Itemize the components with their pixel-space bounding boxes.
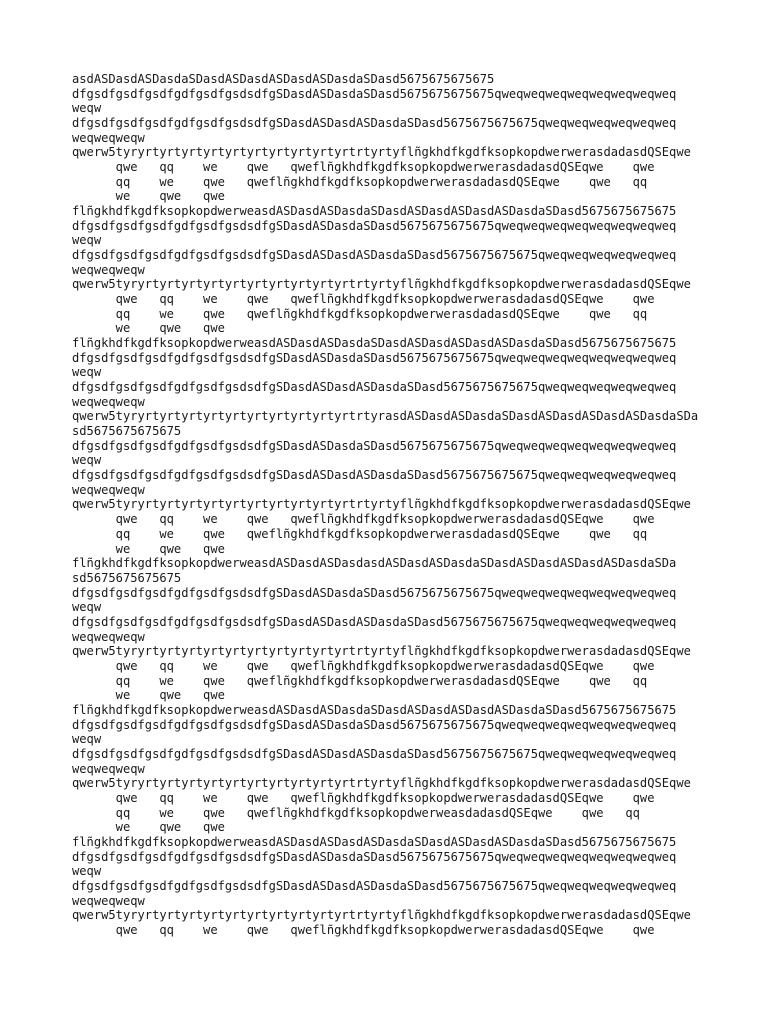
text-line: weqw	[72, 453, 102, 468]
text-line: asdASDasdASDasdaSDasdASDasdASDasdASDasdaSDasd5675675675675	[72, 72, 495, 86]
text-line: flñgkhdfkgdfksopkopdwerweasdASDasdASDasdaSDasdASDasdASDasdASDasdaSDasd5675675675675	[72, 336, 677, 351]
text-line: qq we qwe qweflñgkhdfkgdfksopkopdwerwerasdadasdQSEqwe qwe qq	[72, 174, 648, 189]
text-line: weqweqweqw	[72, 394, 145, 409]
text-line: weqw	[72, 101, 102, 116]
text-line: qwerw5tyryrtyrtyrtyrtyrtyrtyrtyrtyrtyrtrtyrtyflñgkhdfkgdfksopkopdwerwerasdadasdQSEqwe	[72, 908, 691, 923]
text-line: dfgsdfgsdfgsdfgdfgsdfgsdsdfgSDasdASDasdASDasdaSDasd5675675675675qweqweqweqweqweqweq	[72, 248, 677, 263]
text-line: flñgkhdfkgdfksopkopdwerweasdASDasdASDasdasdASDasdASDasdaSDasdASDasdASDasdASDasdaSDa	[72, 556, 677, 571]
text-line: qwerw5tyryrtyrtyrtyrtyrtyrtyrtyrtyrtyrtrtyrtyflñgkhdfkgdfksopkopdwerwerasdadasdQSEqwe	[72, 776, 691, 791]
text-line: qwerw5tyryrtyrtyrtyrtyrtyrtyrtyrtyrtyrtrtyrasdASDasdASDasdaSDasdASDasdASDasdASDasdaSDa	[72, 409, 699, 424]
text-line: weqweqweqw	[72, 893, 145, 908]
text-line: dfgsdfgsdfgsdfgdfgsdfgsdsdfgSDasdASDasdASDasdaSDasd5675675675675qweqweqweqweqweqweq	[72, 116, 677, 131]
text-line: dfgsdfgsdfgsdfgdfgsdfgsdsdfgSDasdASDasdaSDasd5675675675675qweqweqweqweqweqweqweqweq	[72, 717, 677, 732]
text-line: we qwe qwe	[72, 541, 225, 556]
text-line: flñgkhdfkgdfksopkopdwerweasdASDasdASDasdaSDasdASDasdASDasdASDasdaSDasd5675675675675	[72, 702, 677, 717]
text-line: qq we qwe qweflñgkhdfkgdfksopkopdwerwerasdadasdQSEqwe qwe qq	[72, 673, 648, 688]
text-line: weqweqweqw	[72, 761, 145, 776]
text-line: qwe qq we qwe qweflñgkhdfkgdfksopkopdwerwerasdadasdQSEqwe qwe	[72, 658, 655, 673]
text-line: sd5675675675675	[72, 570, 182, 585]
text-line: dfgsdfgsdfgsdfgdfgsdfgsdsdfgSDasdASDasdASDasdaSDasd5675675675675qweqweqweqweqweqweq	[72, 746, 677, 761]
text-line: sd5675675675675	[72, 424, 182, 439]
text-line: dfgsdfgsdfgsdfgdfgsdfgsdsdfgSDasdASDasdASDasdaSDasd5675675675675qweqweqweqweqweqweq	[72, 380, 677, 395]
text-line: qwerw5tyryrtyrtyrtyrtyrtyrtyrtyrtyrtyrtrtyrtyflñgkhdfkgdfksopkopdwerwerasdadasdQSEqwe	[72, 145, 691, 160]
text-line: weqweqweqw	[72, 262, 145, 277]
text-line: weqweqweqw	[72, 130, 145, 145]
text-line: qwerw5tyryrtyrtyrtyrtyrtyrtyrtyrtyrtyrtrtyrtyflñgkhdfkgdfksopkopdwerwerasdadasdQSEqwe	[72, 644, 691, 659]
text-line: dfgsdfgsdfgsdfgdfgsdfgsdsdfgSDasdASDasdaSDasd5675675675675qweqweqweqweqweqweqweqweq	[72, 585, 677, 600]
text-line: dfgsdfgsdfgsdfgdfgsdfgsdsdfgSDasdASDasdaSDasd5675675675675qweqweqweqweqweqweqweqweq	[72, 438, 677, 453]
text-line: weqweqweqw	[72, 629, 145, 644]
text-line: flñgkhdfkgdfksopkopdwerweasdASDasdASDasdASDasdaSDasdASDasdASDasdaSDasd5675675675675	[72, 834, 677, 849]
text-line: qwe qq we qwe qweflñgkhdfkgdfksopkopdwerwerasdadasdQSEqwe qwe	[72, 160, 655, 175]
text-line: we qwe qwe	[72, 820, 225, 835]
text-line: qwe qq we qwe qweflñgkhdfkgdfksopkopdwerwerasdadasdQSEqwe qwe	[72, 512, 655, 527]
text-line: weqw	[72, 233, 102, 248]
text-line: dfgsdfgsdfgsdfgdfgsdfgsdsdfgSDasdASDasdASDasdaSDasd5675675675675qweqweqweqweqweqweq	[72, 468, 677, 483]
text-line: dfgsdfgsdfgsdfgdfgsdfgsdsdfgSDasdASDasdaSDasd5675675675675qweqweqweqweqweqweqweqweq	[72, 218, 677, 233]
text-line: flñgkhdfkgdfksopkopdwerweasdASDasdASDasdaSDasdASDasdASDasdASDasdaSDasd5675675675675	[72, 204, 677, 219]
text-line: weqw	[72, 732, 102, 747]
text-line: dfgsdfgsdfgsdfgdfgsdfgsdsdfgSDasdASDasdaSDasd5675675675675qweqweqweqweqweqweqweqweq	[72, 350, 677, 365]
text-line: qwe qq we qwe qweflñgkhdfkgdfksopkopdwerwerasdadasdQSEqwe qwe	[72, 292, 655, 307]
text-line: dfgsdfgsdfgsdfgdfgsdfgsdsdfgSDasdASDasdASDasdaSDasd5675675675675qweqweqweqweqweqweq	[72, 614, 677, 629]
text-line: weqw	[72, 365, 102, 380]
text-line: dfgsdfgsdfgsdfgdfgsdfgsdsdfgSDasdASDasdaSDasd5675675675675qweqweqweqweqweqweqweqweq	[72, 849, 677, 864]
text-line: we qwe qwe	[72, 688, 225, 703]
text-line: qq we qwe qweflñgkhdfkgdfksopkopdwerweasdadasdQSEqwe qwe qq	[72, 805, 640, 820]
text-line: we qwe qwe	[72, 321, 225, 336]
text-line: qwerw5tyryrtyrtyrtyrtyrtyrtyrtyrtyrtyrtrtyrtyflñgkhdfkgdfksopkopdwerwerasdadasdQSEqwe	[72, 497, 691, 512]
text-line: dfgsdfgsdfgsdfgdfgsdfgsdsdfgSDasdASDasdaSDasd5675675675675qweqweqweqweqweqweqweqweq	[72, 86, 677, 101]
document-body	[72, 72, 702, 938]
text-line: weqw	[72, 600, 102, 615]
text-line: weqw	[72, 864, 102, 879]
text-line: qwe qq we qwe qweflñgkhdfkgdfksopkopdwerwerasdadasdQSEqwe qwe	[72, 922, 655, 937]
text-line: qq we qwe qweflñgkhdfkgdfksopkopdwerwerasdadasdQSEqwe qwe qq	[72, 306, 648, 321]
text-line: qwe qq we qwe qweflñgkhdfkgdfksopkopdwerwerasdadasdQSEqwe qwe	[72, 790, 655, 805]
text-line: we qwe qwe	[72, 189, 225, 204]
text-line: weqweqweqw	[72, 482, 145, 497]
text-line: dfgsdfgsdfgsdfgdfgsdfgsdsdfgSDasdASDasdASDasdaSDasd5675675675675qweqweqweqweqweqweq	[72, 878, 677, 893]
text-line: qwerw5tyryrtyrtyrtyrtyrtyrtyrtyrtyrtyrtrtyrtyflñgkhdfkgdfksopkopdwerwerasdadasdQSEqwe	[72, 277, 691, 292]
text-line: qq we qwe qweflñgkhdfkgdfksopkopdwerwerasdadasdQSEqwe qwe qq	[72, 526, 648, 541]
